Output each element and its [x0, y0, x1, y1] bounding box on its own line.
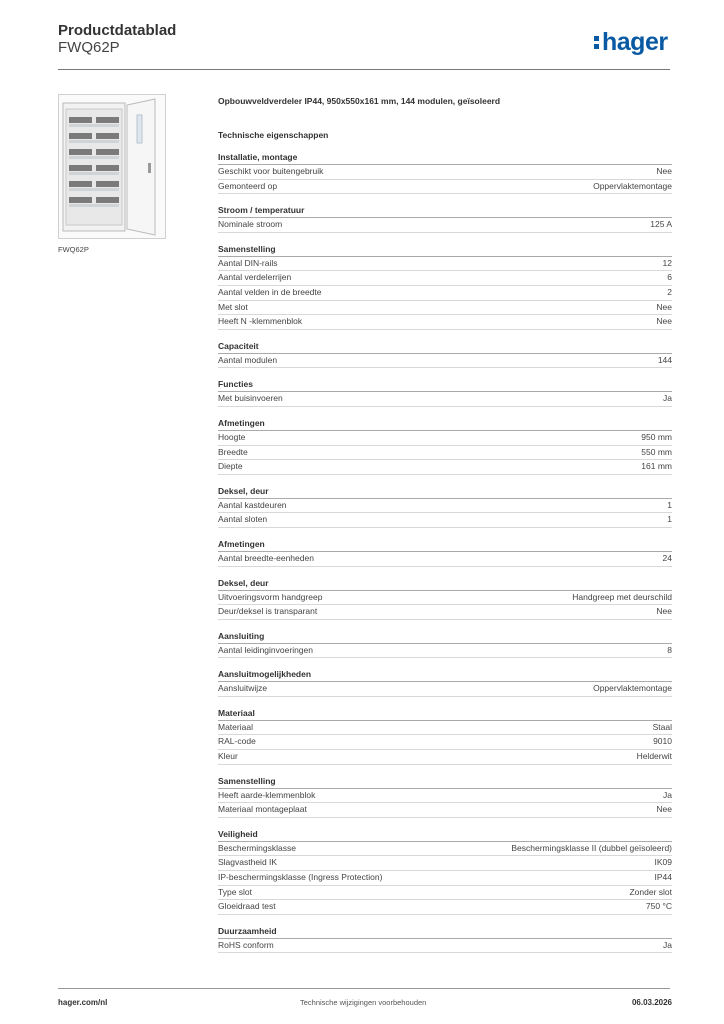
property-row: [218, 286, 672, 301]
property-label: Materiaal montageplaat: [218, 804, 307, 815]
section-heading: Samenstelling: [218, 243, 672, 257]
property-value: Handgreep met deurschild: [572, 591, 672, 602]
property-label: Hoogte: [218, 431, 246, 442]
property-section: [218, 828, 672, 915]
property-section: [218, 925, 672, 954]
property-row: [218, 803, 672, 818]
property-label: Deur/deksel is transparant: [218, 606, 318, 617]
section-heading: Aansluitmogelijkheden: [218, 668, 672, 682]
section-heading: Deksel, deur: [218, 577, 672, 591]
property-section: [218, 538, 672, 567]
property-label: Nominale stroom: [218, 219, 283, 230]
property-row: [218, 354, 672, 369]
property-value: 750 °C: [645, 901, 672, 912]
section-heading: Samenstelling: [218, 775, 672, 789]
property-label: Aantal breedte-eenheden: [218, 552, 314, 563]
property-value: 1: [667, 514, 672, 525]
property-value: 125 A: [650, 219, 672, 230]
property-value: 161 mm: [641, 461, 672, 472]
property-value: 1: [667, 499, 672, 510]
property-section: [218, 668, 672, 697]
property-row: [218, 842, 672, 857]
property-row: [218, 552, 672, 567]
property-section: [218, 417, 672, 475]
property-row: [218, 446, 672, 461]
logo-text: hager: [602, 28, 668, 56]
property-row: [218, 750, 672, 765]
property-row: [218, 271, 672, 286]
section-heading: Materiaal: [218, 707, 672, 721]
footer-date: 06.03.2026: [631, 998, 672, 1007]
property-value: Nee: [656, 316, 672, 327]
footer-disclaimer: Technische wijzigingen voorbehouden: [300, 998, 427, 1007]
property-value: Staal: [652, 721, 672, 732]
section-heading: Aansluiting: [218, 630, 672, 644]
property-label: Type slot: [218, 886, 253, 897]
property-row: [218, 735, 672, 750]
property-value: Oppervlaktemontage: [593, 683, 672, 694]
property-value: 2: [667, 286, 672, 297]
property-row: [218, 180, 672, 195]
property-value: 950 mm: [641, 431, 672, 442]
property-label: Aansluitwijze: [218, 683, 268, 694]
property-row: [218, 886, 672, 901]
hager-logo: [594, 28, 668, 57]
property-value: Oppervlaktemontage: [593, 180, 672, 191]
property-label: Met slot: [218, 301, 248, 312]
property-label: Gemonteerd op: [218, 180, 278, 191]
property-value: Zonder slot: [629, 886, 672, 897]
property-section: [218, 707, 672, 765]
section-heading: Veiligheid: [218, 828, 672, 842]
property-value: 12: [662, 257, 672, 268]
tech-heading: Technische eigenschappen: [218, 130, 329, 140]
property-row: [218, 431, 672, 446]
property-row: [218, 499, 672, 514]
property-row: [218, 315, 672, 330]
property-label: Met buisinvoeren: [218, 393, 283, 404]
property-label: Slagvastheid IK: [218, 857, 278, 868]
property-section: [218, 204, 672, 233]
property-value: 550 mm: [641, 446, 672, 457]
product-image: [58, 94, 166, 239]
property-row: [218, 301, 672, 316]
property-row: [218, 513, 672, 528]
property-row: [218, 900, 672, 915]
property-label: Aantal kastdeuren: [218, 499, 287, 510]
property-label: Gloeidraad test: [218, 901, 276, 912]
property-label: Uitvoeringsvorm handgreep: [218, 591, 323, 602]
property-section: [218, 775, 672, 818]
property-label: Materiaal: [218, 721, 253, 732]
image-caption: FWQ62P: [58, 245, 89, 254]
page-title: Productdatablad: [58, 22, 177, 39]
property-label: Heeft aarde-klemmenblok: [218, 789, 316, 800]
property-row: [218, 871, 672, 886]
header-divider: [58, 69, 670, 70]
property-row: [218, 644, 672, 659]
property-label: Heeft N -klemmenblok: [218, 316, 303, 327]
property-value: Ja: [663, 939, 672, 950]
distribution-board-icon: [59, 95, 165, 238]
logo-dots-icon: [594, 33, 600, 51]
property-sections: [218, 151, 672, 963]
property-value: 144: [657, 354, 672, 365]
property-value: Helderwit: [636, 751, 672, 762]
property-label: Aantal verdelerrijen: [218, 272, 292, 283]
section-heading: Stroom / temperatuur: [218, 204, 672, 218]
property-value: 9010: [653, 736, 672, 747]
property-label: Aantal sloten: [218, 514, 268, 525]
property-label: RoHS conform: [218, 939, 274, 950]
property-value: 24: [662, 552, 672, 563]
property-label: Kleur: [218, 751, 238, 762]
property-row: [218, 460, 672, 475]
property-section: [218, 340, 672, 369]
property-row: [218, 165, 672, 180]
section-heading: Capaciteit: [218, 340, 672, 354]
property-row: [218, 218, 672, 233]
property-value: Nee: [656, 804, 672, 815]
property-value: 6: [667, 272, 672, 283]
property-label: IP-beschermingsklasse (Ingress Protection): [218, 872, 383, 883]
property-section: [218, 630, 672, 659]
property-value: Nee: [656, 606, 672, 617]
property-label: Aantal leidinginvoeringen: [218, 644, 313, 655]
section-heading: Afmetingen: [218, 538, 672, 552]
property-label: Beschermingsklasse: [218, 842, 296, 853]
product-description: Opbouwveldverdeler IP44, 950x550x161 mm, 144 modulen, geïsoleerd: [218, 96, 501, 106]
property-row: [218, 591, 672, 606]
section-heading: Functies: [218, 378, 672, 392]
property-row: [218, 856, 672, 871]
footer-divider: [58, 988, 670, 989]
property-label: Aantal modulen: [218, 354, 278, 365]
property-value: Nee: [656, 166, 672, 176]
property-label: RAL-code: [218, 736, 256, 747]
property-section: [218, 151, 672, 194]
property-row: [218, 682, 672, 697]
property-value: Ja: [663, 789, 672, 800]
property-section: [218, 577, 672, 620]
section-heading: Afmetingen: [218, 417, 672, 431]
property-value: Beschermingsklasse II (dubbel geïsoleerd): [511, 842, 672, 853]
property-value: Ja: [663, 393, 672, 404]
property-section: [218, 485, 672, 528]
property-section: [218, 243, 672, 330]
property-label: Aantal velden in de breedte: [218, 286, 322, 297]
section-heading: Installatie, montage: [218, 151, 672, 165]
property-row: [218, 789, 672, 804]
section-heading: Duurzaamheid: [218, 925, 672, 939]
property-value: Nee: [656, 301, 672, 312]
property-label: Diepte: [218, 461, 243, 472]
property-label: Geschikt voor buitengebruik: [218, 166, 324, 176]
property-label: Aantal DIN-rails: [218, 257, 278, 268]
section-heading: Deksel, deur: [218, 485, 672, 499]
property-row: [218, 257, 672, 272]
property-row: [218, 939, 672, 954]
footer-website-link[interactable]: hager.com/nl: [58, 998, 108, 1007]
property-row: [218, 392, 672, 407]
property-row: [218, 721, 672, 736]
property-value: 8: [667, 644, 672, 655]
article-number: FWQ62P: [58, 39, 120, 56]
property-row: [218, 605, 672, 620]
property-value: IK09: [654, 857, 672, 868]
property-value: IP44: [654, 872, 672, 883]
property-section: [218, 378, 672, 407]
property-label: Breedte: [218, 446, 248, 457]
